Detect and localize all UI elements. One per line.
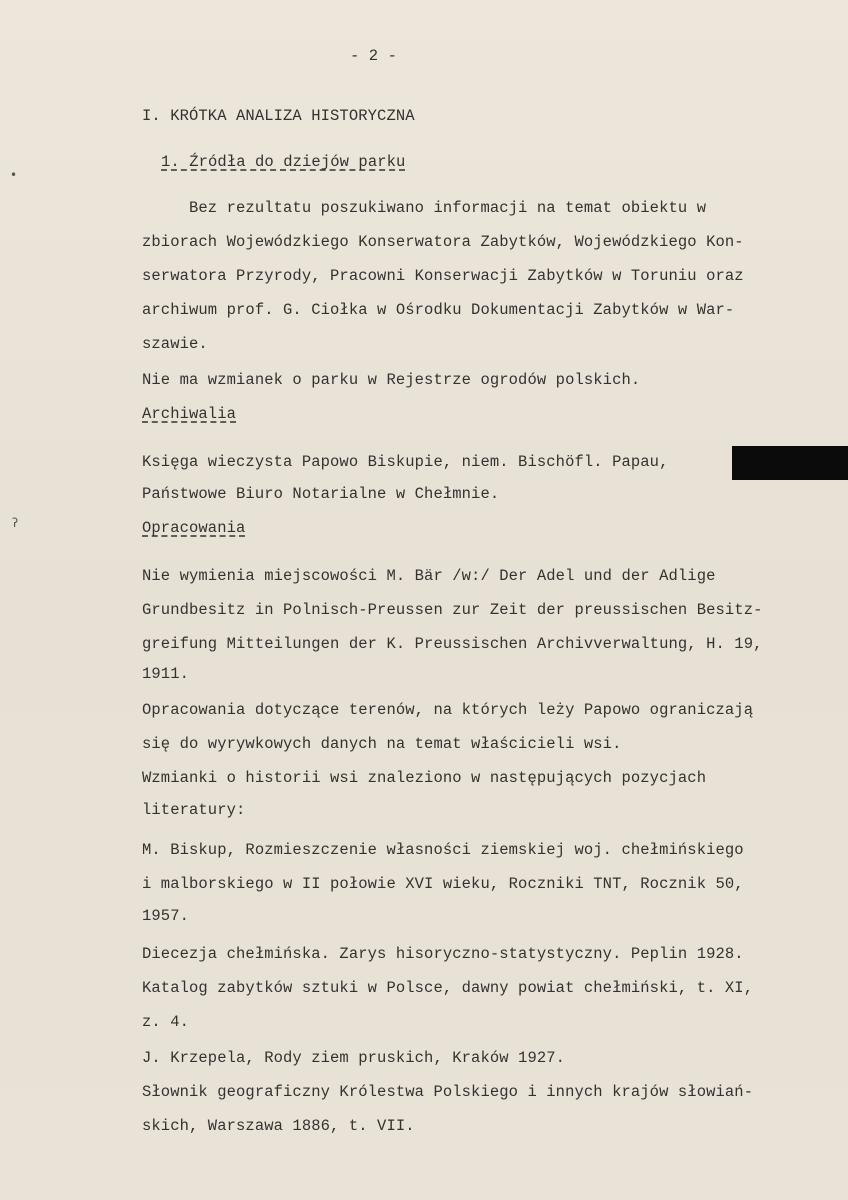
reference-line: skich, Warszawa 1886, t. VII.: [142, 1117, 415, 1135]
reference-line: literatury:: [142, 801, 246, 819]
page-number: - 2 -: [350, 47, 398, 65]
redaction-block: [732, 446, 848, 480]
archive-entry: Księga wieczysta Papowo Biskupie, niem. Bischöfl. Papau,: [142, 453, 669, 471]
margin-tick-mark: •: [10, 168, 18, 182]
archive-entry: Państwowe Biuro Notarialne w Chełmnie.: [142, 485, 500, 503]
reference-line: Katalog zabytków sztuki w Polsce, dawny powiat chełmiński, t. XI,: [142, 979, 754, 997]
reference-line: M. Biskup, Rozmieszczenie własności ziemskiej woj. chełmińskiego: [142, 841, 744, 859]
reference-line: Wzmianki o historii wsi znaleziono w następujących pozycjach: [142, 769, 707, 787]
reference-line: 1957.: [142, 907, 190, 925]
paragraph-line: Nie ma wzmianek o parku w Rejestrze ogrodów polskich.: [142, 371, 641, 389]
paragraph-line: szawie.: [142, 335, 208, 353]
reference-line: Słownik geograficzny Królestwa Polskiego i innych krajów słowiań-: [142, 1083, 754, 1101]
reference-line: Grundbesitz in Polnisch-Preussen zur Zeit der preussischen Besitz-: [142, 601, 763, 619]
paragraph-line: Bez rezultatu poszukiwano informacji na temat obiektu w: [142, 199, 707, 217]
subsection-heading: 1. Źródła do dziejów parku: [161, 153, 406, 171]
section-label-opracowania: Opracowania: [142, 519, 246, 537]
reference-line: greifung Mitteilungen der K. Preussischen Archivverwaltung, H. 19,: [142, 635, 763, 653]
paragraph-line: archiwum prof. G. Ciołka w Ośrodku Dokumentacji Zabytków w War-: [142, 301, 735, 319]
reference-line: z. 4.: [142, 1013, 190, 1031]
section-heading: I. KRÓTKA ANALIZA HISTORYCZNA: [142, 107, 415, 125]
reference-line: 1911.: [142, 665, 190, 683]
paragraph-line: zbiorach Wojewódzkiego Konserwatora Zabytków, Wojewódzkiego Kon-: [142, 233, 744, 251]
paragraph-line: serwatora Przyrody, Pracowni Konserwacji Zabytków w Toruniu oraz: [142, 267, 744, 285]
reference-line: Diecezja chełmińska. Zarys hisoryczno-statystyczny. Peplin 1928.: [142, 945, 744, 963]
reference-line: J. Krzepela, Rody ziem pruskich, Kraków 1927.: [142, 1049, 566, 1067]
reference-line: Opracowania dotyczące terenów, na których leży Papowo ograniczają: [142, 701, 754, 719]
reference-line: i malborskiego w II połowie XVI wieku, Roczniki TNT, Rocznik 50,: [142, 875, 744, 893]
margin-tick-mark: ʔ: [12, 516, 19, 530]
reference-line: Nie wymienia miejscowości M. Bär /w:/ Der Adel und der Adlige: [142, 567, 716, 585]
section-label-archiwalia: Archiwalia: [142, 405, 237, 423]
reference-line: się do wyrywkowych danych na temat właścicieli wsi.: [142, 735, 622, 753]
